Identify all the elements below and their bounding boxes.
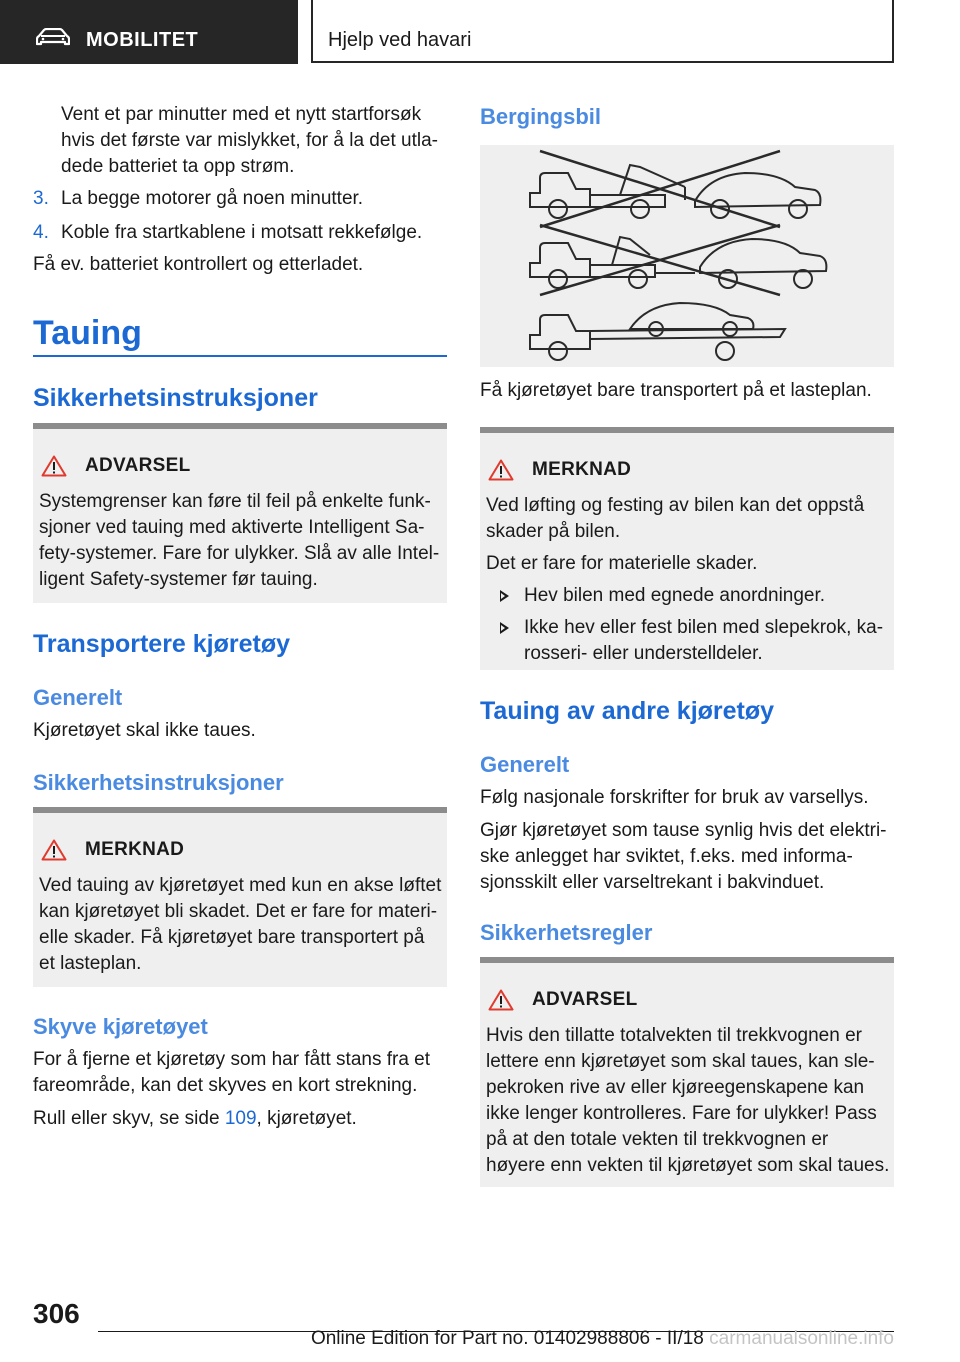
bullet-text: Hev bilen med egnede anordninger. xyxy=(524,585,826,606)
tow-truck-figure xyxy=(480,145,894,367)
notice-text: Ved tauing av kjøretøyet med kun en akse løftet kan kjøretøyet bli skadet. Det er fare for materielle skader. Få kjøretøyet bare transportert på et lasteplan. xyxy=(39,875,442,974)
page-number: 306 xyxy=(33,1298,80,1329)
list-item xyxy=(33,220,447,246)
push-reference xyxy=(33,1106,447,1132)
car-icon xyxy=(36,28,70,46)
list-item xyxy=(486,583,890,609)
chapter-header xyxy=(311,0,894,63)
warning-label: ADVARSEL xyxy=(532,989,638,1010)
notice-bullets xyxy=(486,583,890,673)
warning-triangle-icon xyxy=(488,989,514,1011)
battery-note: Få ev. batteriet kontrollert og etterladet. xyxy=(33,254,364,275)
watermark-text: carmanualsonline.info xyxy=(709,1328,894,1349)
notice-header xyxy=(488,459,631,481)
warning-header xyxy=(488,989,638,1011)
footer-edition xyxy=(311,1328,894,1350)
warning-triangle-icon xyxy=(41,839,67,861)
notice-box xyxy=(480,427,894,670)
figure-caption: Få kjøretøyet bare transportert på et lasteplan. xyxy=(480,380,872,401)
generelt-text: Kjøretøyet skal ikke taues. xyxy=(33,720,256,741)
warning-text: Systemgrenser kan føre til feil på enkelte funksjoner ved tauing med aktiverte Intelligent Safety-systemer. Fare for ulykker. Slå av alle Intelligent Safety-systemer før tauing. xyxy=(39,491,440,590)
list-item xyxy=(486,615,890,667)
warning-label: ADVARSEL xyxy=(85,455,191,476)
heading-andre: Tauing av andre kjøretøy xyxy=(480,697,775,725)
section-tab xyxy=(0,0,298,64)
heading-tauing: Tauing xyxy=(33,314,142,352)
list-item xyxy=(33,186,447,212)
notice-text: Ved løfting og festing av bilen kan det oppstå skader på bilen. xyxy=(486,495,865,542)
heading-generelt: Generelt xyxy=(33,685,123,710)
notice-text: Det er fare for materielle skader. xyxy=(486,553,758,574)
step-number: 3. xyxy=(33,188,49,209)
heading-transport: Transportere kjøretøy xyxy=(33,630,291,658)
triangle-bullet-icon xyxy=(500,622,509,634)
generelt-text-2: Gjør kjøretøyet som tause synlig hvis det elektriske anlegget har sviktet, f.eks. med informasjonsskilt eller varseltrekant i bakvinduet. xyxy=(480,820,887,893)
warning-box xyxy=(480,957,894,1187)
notice-header xyxy=(41,839,184,861)
warning-box xyxy=(33,423,447,603)
push-text-end: , kjøretøyet. xyxy=(256,1108,357,1129)
warning-triangle-icon xyxy=(488,459,514,481)
push-text: Rull eller skyv, se side xyxy=(33,1108,225,1129)
heading-generelt-right: Generelt xyxy=(480,752,570,777)
warning-triangle-icon xyxy=(41,455,67,477)
step-text: Koble fra startkablene i motsatt rekkefølge. xyxy=(61,222,423,243)
page-link[interactable]: 109 xyxy=(224,1108,257,1129)
edition-text: Online Edition for Part no. 01402988806 - II/18 xyxy=(310,1328,704,1349)
heading-safety: Sikkerhetsinstruksjoner xyxy=(33,384,318,412)
step-text: La begge motorer gå noen minutter. xyxy=(61,188,364,209)
step-number: 4. xyxy=(33,222,49,243)
heading-rule xyxy=(33,355,447,357)
intro-paragraph: Vent et par minutter med et nytt startforsøk hvis det første var mislykket, for å la det utladede batteriet ta opp strøm. xyxy=(61,104,438,177)
warning-text: Hvis den tillatte totalvekten til trekkvognen er lettere enn kjøretøyet som skal taues, kan slepekroken rive av eller kjøreegenskapene kan ikke lenger kontrolleres. Fare for ulykker! Pass på at den totale vekten til trekkvognen er høyere enn vekten til kjøretøyet som skal taues. xyxy=(486,1025,890,1176)
notice-label: MERKNAD xyxy=(532,459,632,480)
step-list xyxy=(33,186,447,246)
skyve-text: For å fjerne et kjøretøy som har fått stans fra et fareområde, kan det skyves en kort strekning. xyxy=(33,1049,431,1096)
triangle-bullet-icon xyxy=(500,590,509,602)
tow-truck-illustration xyxy=(480,145,894,367)
chapter-title: Hjelp ved havari xyxy=(328,29,472,51)
heading-regler: Sikkerhetsregler xyxy=(480,920,653,945)
notice-box xyxy=(33,807,447,987)
warning-header xyxy=(41,455,191,477)
heading-skyve: Skyve kjøretøyet xyxy=(33,1014,208,1039)
generelt-text-1: Følg nasjonale forskrifter for bruk av varsellys. xyxy=(480,787,869,808)
bullet-text: Ikke hev eller fest bilen med slepekrok, karosseri- eller understelldeler. xyxy=(524,617,884,664)
heading-berging: Bergingsbil xyxy=(480,104,602,129)
section-title: MOBILITET xyxy=(86,29,199,51)
heading-safety-2: Sikkerhetsinstruksjoner xyxy=(33,770,284,795)
notice-label: MERKNAD xyxy=(85,839,185,860)
